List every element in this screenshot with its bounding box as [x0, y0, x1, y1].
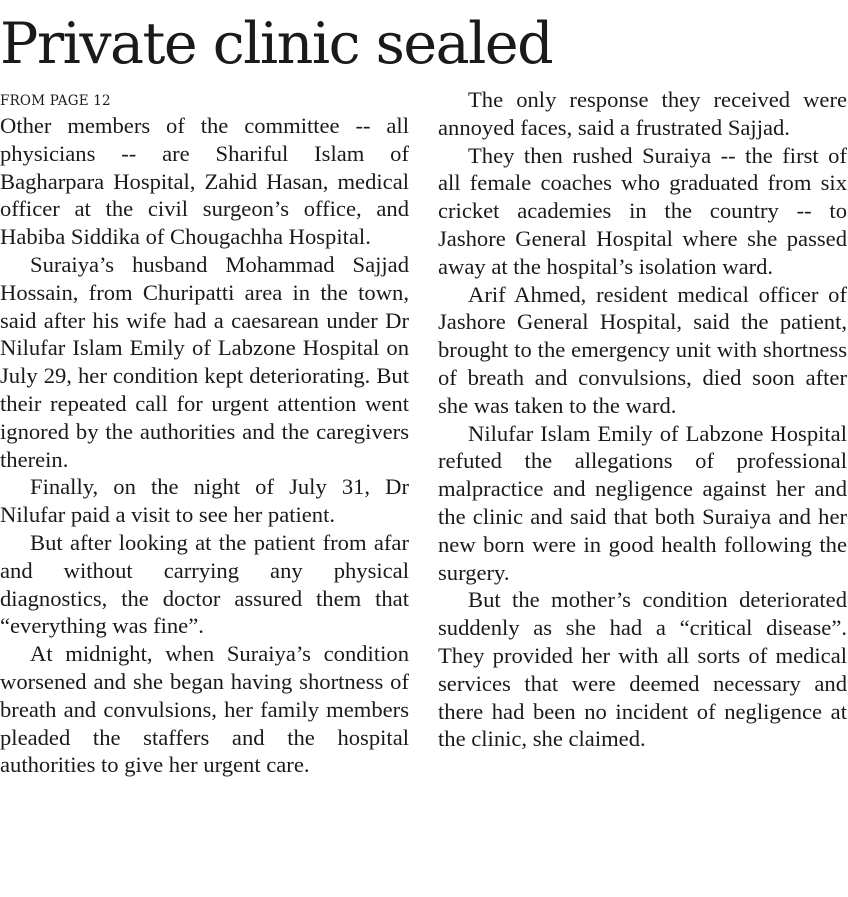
article-headline: Private clinic sealed — [0, 11, 553, 77]
paragraph: Arif Ahmed, resident medical officer of Jashore General Hospital, said the patient, brought to the emergency unit with shortness of breath and convulsions, died soon after she was taken to the ward. — [438, 281, 847, 418]
paragraph: Nilufar Islam Emily of Labzone Hospital refuted the allegations of professional malpractice and negligence against her and the clinic and said that both Suraiya and her new born were in good health following the surgery. — [438, 420, 847, 585]
dateline: FROM PAGE 12 — [0, 93, 111, 109]
article-column-left — [0, 90, 409, 779]
paragraph: But after looking at the patient from afar and without carrying any physical diagnostics, the doctor assured them that “everything was fine”. — [0, 529, 409, 639]
paragraph: But the mother’s condition deteriorated suddenly as she had a “critical disease”. They provided her with all sorts of medical services that were deemed necessary and there had been no incident of negligence at the clinic, she claimed. — [438, 587, 847, 752]
paragraph: The only response they received were annoyed faces, said a frustrated Sajjad. — [438, 87, 847, 140]
paragraph: Other members of the committee -- all physicians -- are Shariful Islam of Bagharpara Hospital, Zahid Hasan, medical officer at the civil surgeon’s office, and Habiba Siddika of Chougachha Hospital. — [0, 113, 409, 250]
paragraph: At midnight, when Suraiya’s condition worsened and she began having shortness of breath and convulsions, her family members pleaded the staffers and the hospital authorities to give her urgent care. — [0, 641, 409, 778]
paragraph: Finally, on the night of July 31, Dr Nilufar paid a visit to see her patient. — [0, 474, 409, 528]
paragraph: They then rushed Suraiya -- the first of all female coaches who graduated from six cricket academies in the country -- to Jashore General Hospital where she passed away at the hospital’s isolation ward. — [438, 142, 847, 279]
paragraph: Suraiya’s husband Mohammad Sajjad Hossain, from Churipatti area in the town, said after his wife had a caesarean under Dr Nilufar Islam Emily of Labzone Hospital on July 29, her condition kept deteriorating. But their repeated call for urgent attention went ignored by the authorities and the caregivers therein. — [0, 251, 409, 472]
article-column-right — [438, 86, 847, 753]
